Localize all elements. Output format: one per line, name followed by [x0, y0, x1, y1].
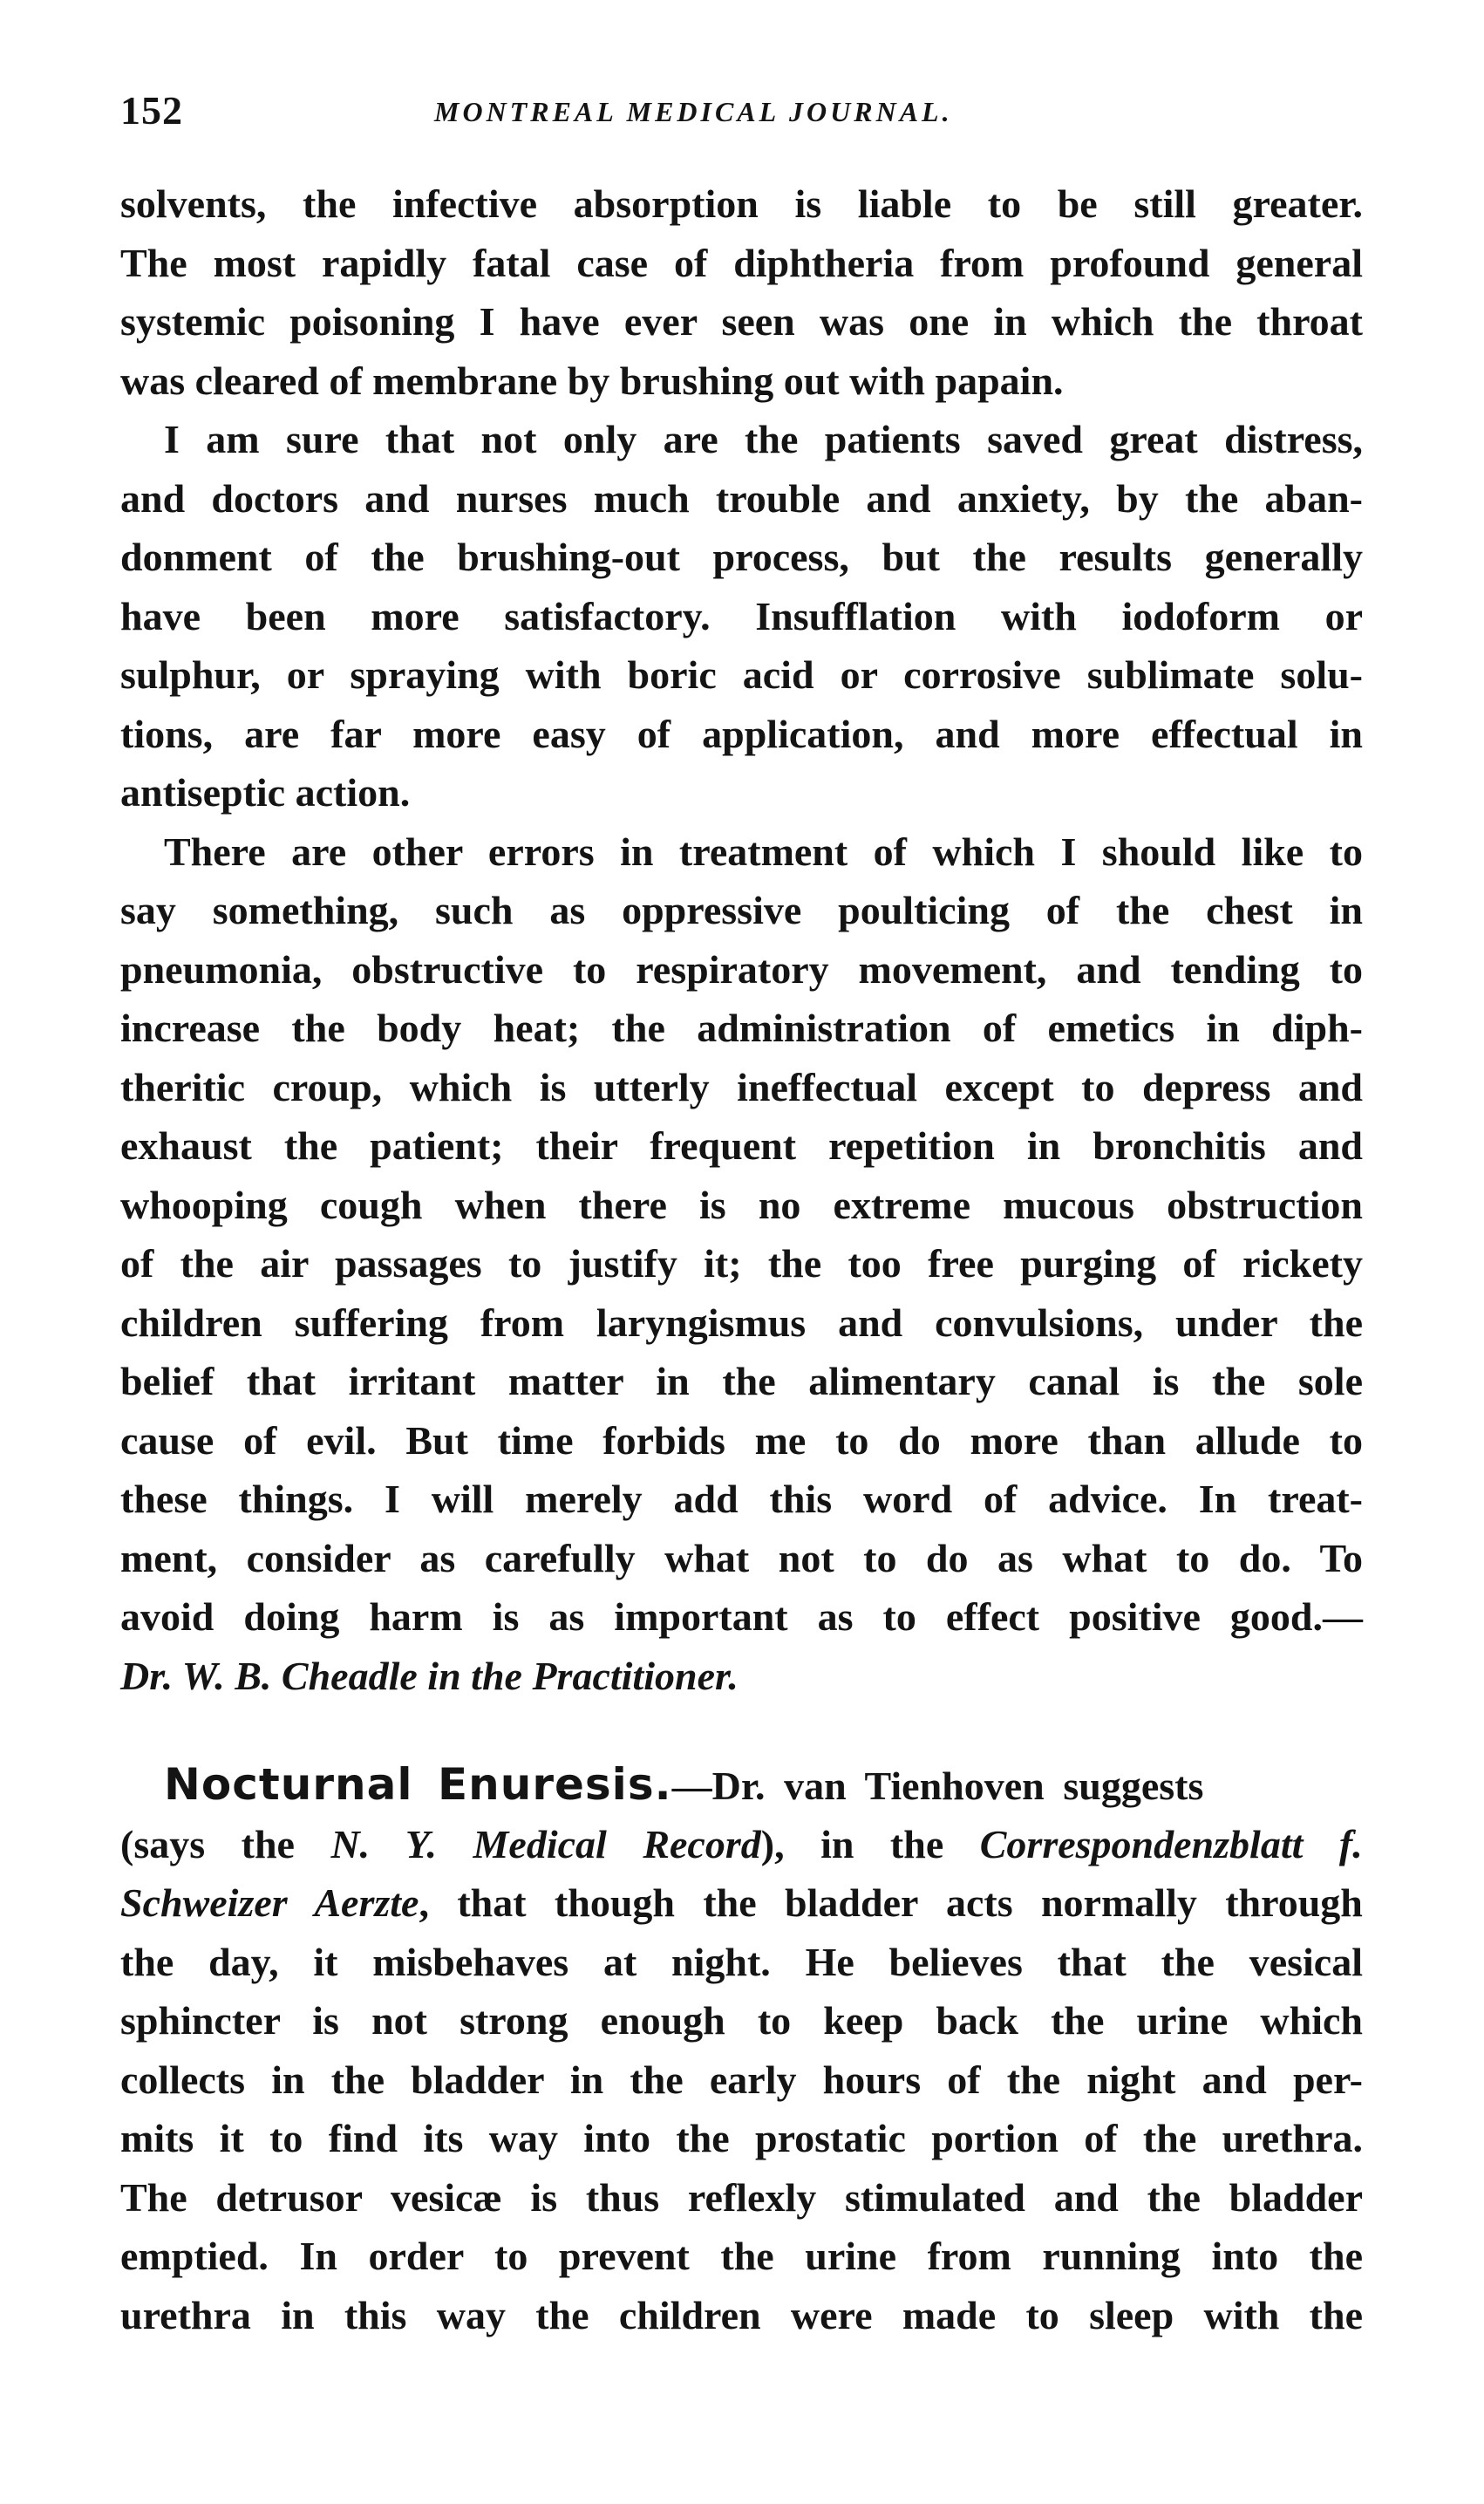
text-line: increase the body heat; the administration of emetics in diph-	[120, 1006, 1363, 1050]
text-line: have been more satisfactory. Insufflation with iodoform or	[120, 593, 1363, 638]
text-fragment: ), in the	[760, 1821, 980, 1866]
citation-schweizer: Schweizer Aerzte	[120, 1880, 419, 1925]
text-line: sulphur, or spraying with boric acid or corrosive sublimate solu-	[120, 652, 1363, 697]
text-line-content	[120, 1815, 1363, 1874]
text-line: cause of evil. But time forbids me to do more than allude to	[120, 1417, 1363, 1463]
text-line: belief that irritant matter in the alimentary canal is the sole	[120, 1359, 1363, 1403]
text-line: avoid doing harm is as important as to effect positive good.—	[120, 1594, 1363, 1639]
text-line: the day, it misbehaves at night. He believes that the vesical	[120, 1939, 1363, 1984]
journal-title: MONTREAL MEDICAL JOURNAL.	[434, 96, 953, 127]
page-number: 152	[120, 88, 183, 133]
citation-record: N. Y. Medical Record	[330, 1821, 761, 1866]
text-line: emptied. In order to prevent the urine from running into the	[120, 2234, 1363, 2278]
text-line: pneumonia, obstructive to respiratory movement, and tending to	[120, 946, 1363, 992]
text-line: collects in the bladder in the early hours of the night and per-	[120, 2057, 1363, 2102]
article-heading-rest: —Dr. van Tienhoven suggests	[671, 1764, 1204, 1808]
text-line: There are other errors in treatment of which I should like to	[164, 829, 1363, 874]
article-heading-line	[120, 1756, 1203, 1816]
text-line: systemic poisoning I have ever seen was one in which the throat	[120, 299, 1363, 344]
text-line: children suffering from laryngismus and convulsions, under the	[120, 1300, 1363, 1345]
text-line: tions, are far more easy of application, and more effectual in	[120, 711, 1363, 756]
paragraph-insufflation	[120, 410, 1363, 822]
text-line: say something, such as oppressive poulticing of the chest in	[120, 888, 1363, 932]
text-line: whooping cough when there is no extreme mucous obstruction	[120, 1182, 1363, 1227]
article-first-line	[120, 1756, 1363, 1815]
text-line: of the air passages to justify it; the too free purging of rickety	[120, 1241, 1363, 1286]
text-line: ment, consider as carefully what not to do as what to do. To	[120, 1535, 1363, 1580]
paragraph-continuation	[120, 174, 1363, 410]
text-line: these things. I will merely add this word of advice. In treat-	[120, 1477, 1363, 1521]
article-heading: Nocturnal Enuresis.	[164, 1759, 672, 1810]
text-line	[120, 1873, 1363, 1933]
body-text	[120, 174, 1363, 2344]
paragraph-other-errors	[120, 822, 1363, 1706]
text-line: The most rapidly fatal case of diphtheria from profound general	[120, 240, 1363, 285]
section-gap	[120, 1705, 1363, 1756]
text-line: and doctors and nurses much trouble and anxiety, by the aban-	[120, 475, 1363, 521]
text-line: sphincter is not strong enough to keep back the urine which	[120, 1998, 1363, 2043]
text-line: exhaust the patient; their frequent repetition in bronchitis and	[120, 1123, 1363, 1168]
text-line: The detrusor vesicæ is thus reflexly stimulated and the bladder	[120, 2174, 1363, 2220]
text-line: I am sure that not only are the patients saved great distress,	[164, 417, 1363, 461]
text-line: antiseptic action.	[120, 770, 411, 815]
text-line: solvents, the infective absorption is liable to be still greater.	[120, 181, 1363, 226]
attribution: Dr. W. B. Cheadle in the Practitioner.	[120, 1653, 739, 1698]
text-line: urethra in this way the children were made to sleep with the	[120, 2292, 1363, 2337]
text-line: donment of the brushing-out process, but the results generally	[120, 535, 1363, 579]
citation-correspondenzblatt: Correspondenzblatt f.	[979, 1821, 1363, 1866]
text-fragment: , that though the bladder acts normally through	[419, 1880, 1363, 1925]
article-nocturnal-enuresis	[120, 1756, 1363, 2344]
text-fragment: (says the	[120, 1821, 331, 1866]
text-line: was cleared of membrane by brushing out with papain.	[120, 358, 1064, 403]
page-header	[120, 87, 1367, 140]
text-line	[120, 1815, 1363, 1874]
text-line: mits it to find its way into the prostatic portion of the urethra.	[120, 2116, 1363, 2160]
text-line: theritic croup, which is utterly ineffectual except to depress and	[120, 1064, 1363, 1109]
text-line-content	[120, 1873, 1363, 1933]
